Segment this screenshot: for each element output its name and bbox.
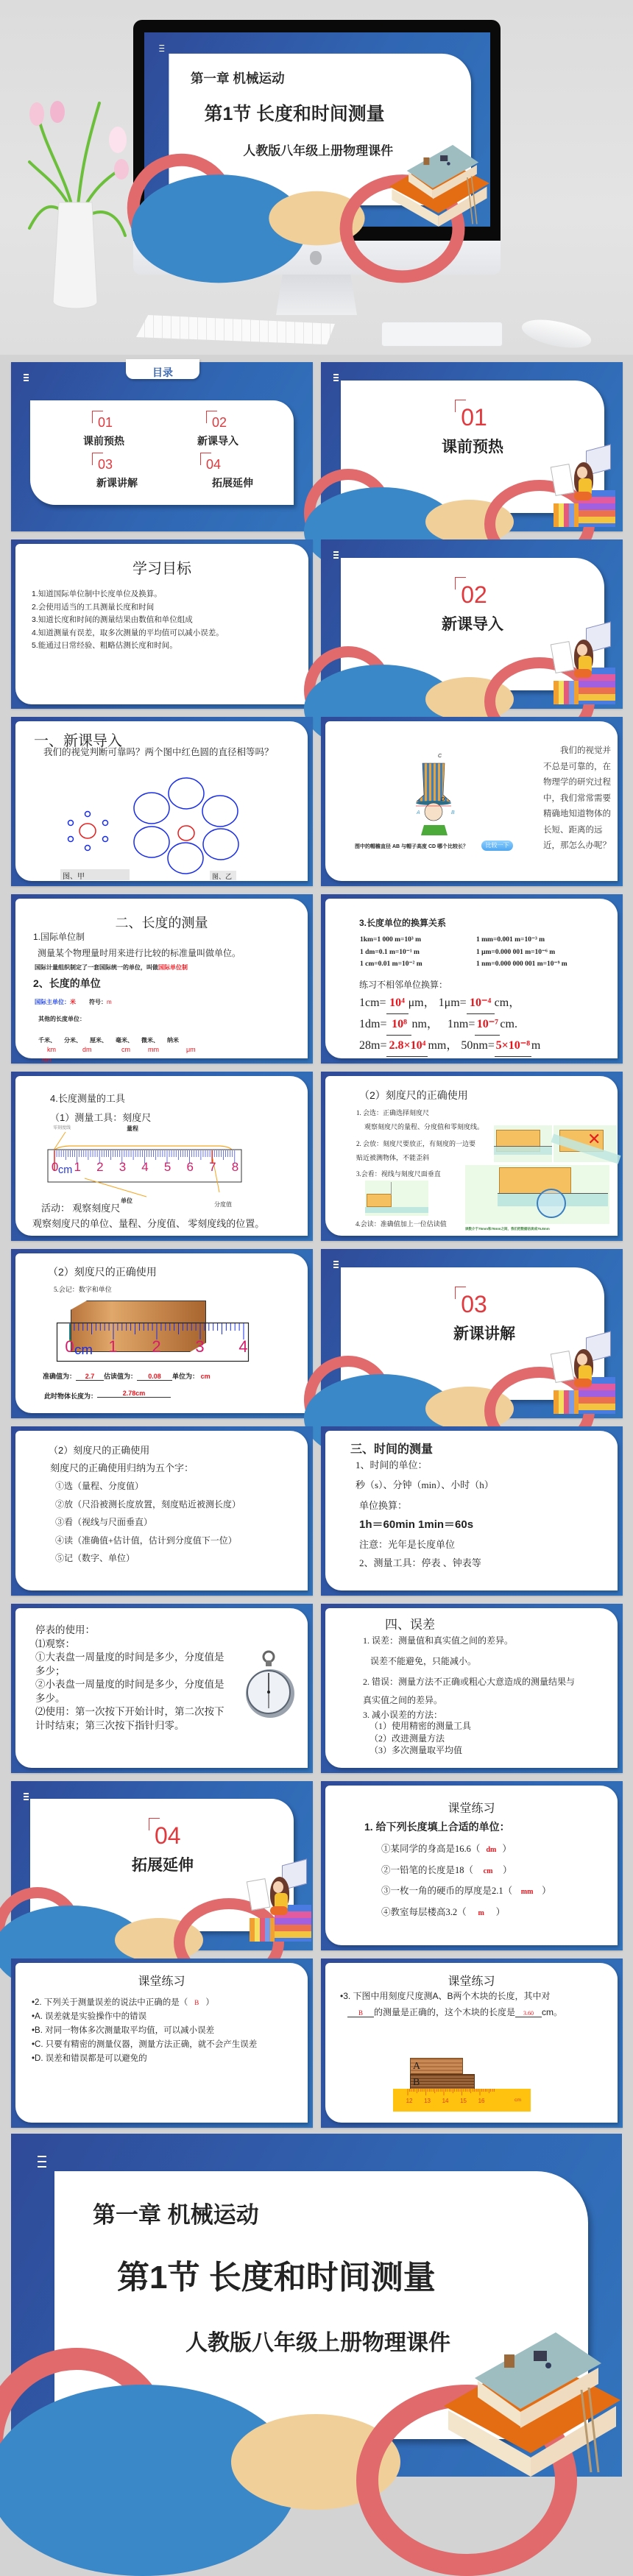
stopwatch-instructions — [35, 1624, 230, 1733]
point-b-label: B — [451, 810, 455, 815]
ruler-unit: cm — [58, 1164, 73, 1176]
answer: dm — [486, 1846, 497, 1854]
ruler-number: 2 — [96, 1160, 104, 1174]
step-look: 3.会看：视线与刻度尺面垂直 — [356, 1170, 441, 1178]
objective-item: 2.会使用适当的工具测量长度和时间 — [32, 602, 155, 612]
tool-subtitle: （1）测量工具：刻度尺 — [50, 1112, 152, 1123]
practice-question-line2: B 的测量是正确的，这个木块的长度是 3.60 cm。 — [347, 2006, 562, 2018]
mouse — [520, 314, 594, 353]
division-label: 分度值 — [214, 1201, 232, 1208]
reading-girl-illustration — [551, 622, 618, 707]
point-d-label: D — [441, 797, 445, 802]
practice-item: ①某同学的身高是16.6（ dm ） — [381, 1839, 551, 1861]
practice-item: ④教室每层楼高3.2（ m ） — [381, 1903, 551, 1924]
content-card — [15, 544, 308, 704]
ruler-number: 15 — [460, 2098, 467, 2104]
ruler-number: 5 — [163, 1160, 171, 1174]
toc-title-tab: 目录 — [126, 359, 199, 379]
light-year-note: 注意：光年是长度单位 — [359, 1539, 456, 1550]
practice-line: 28m= 2.8×10⁴ mm， 50nm= 5×10⁻⁸ m — [359, 1036, 540, 1057]
small-blue-circle — [68, 837, 74, 842]
estimate-value: 0.08 — [137, 1373, 172, 1381]
practice-item: ②一铅笔的长度是18（ cm ） — [381, 1861, 551, 1882]
ruler-number: 1 — [74, 1160, 81, 1174]
answer: 10⁻⁷ — [475, 1014, 500, 1036]
mistake-definition: 2. 错误：测量方法不正确或粗心大意造成的测量结果与真实值之间的差异。 — [363, 1677, 576, 1705]
slide-title: 一、新课导入 — [34, 733, 122, 749]
practice-question: •3. 下图中用刻度尺度测A、B两个木块的长度，其中对 — [340, 1991, 551, 2001]
chapter-title: 第一章 机械运动 — [93, 2202, 259, 2228]
content-card — [15, 1076, 308, 1236]
slide-cover-04[interactable] — [11, 1781, 313, 1950]
ruler-number: 7 — [209, 1160, 216, 1174]
length-value: 2.78cm — [97, 1390, 171, 1398]
answer: m — [478, 1908, 484, 1917]
apple-logo-icon — [310, 251, 322, 265]
reading-caption: 读数介于75mm和76mm之间，我们把数据估读成75.8mm — [465, 1227, 550, 1231]
slide-table-of-contents[interactable] — [11, 362, 313, 531]
section-number: 03 — [95, 457, 113, 472]
zero-line-label: 零刻度线 — [53, 1126, 71, 1130]
slide-title: 课堂练习 — [448, 1975, 495, 1988]
ruler-number: 3 — [119, 1160, 127, 1174]
large-blue-circle — [203, 829, 238, 860]
conversion-heading: 单位换算： — [359, 1500, 408, 1511]
menu-icon[interactable] — [333, 374, 339, 381]
menu-icon[interactable] — [24, 1793, 29, 1800]
time-conversion: 1h＝60min 1min＝60s — [359, 1518, 474, 1531]
answer: 3.60 — [515, 2010, 542, 2017]
menu-icon[interactable] — [38, 2156, 46, 2168]
section-title: 课前预热 — [442, 439, 503, 456]
slide-time-measurement[interactable] — [321, 1426, 623, 1596]
step-item: ③看（视线与尺面垂直） — [55, 1517, 153, 1527]
answer: 10⁴ — [386, 993, 409, 1014]
section-title: 新课导入 — [442, 616, 503, 633]
slide-title: 二、长度的测量 — [115, 916, 208, 930]
hat-side-text: 我们的视觉并不总是可靠的，在物理学的研究过程中，我们常常需要精确地知道物体的长短、距离的远近，那怎么办呢？ — [543, 746, 611, 850]
course-subtitle: 人教版八年级上册物理课件 — [185, 2331, 450, 2355]
section-number: 01 — [95, 415, 113, 430]
conversion-rule: 1 mm=0.001 m=10⁻³ m — [476, 936, 545, 944]
zero-pointer — [53, 1132, 66, 1151]
range-label: 量程 — [127, 1125, 138, 1132]
hero-mockup — [0, 0, 633, 355]
unit-symbol: m — [107, 999, 112, 1005]
hat-boy-illustration — [414, 754, 458, 837]
exact-value: 2.7 — [76, 1373, 104, 1381]
answer: 10⁸ — [386, 1014, 411, 1036]
conversion-rule: 1 dm=0.1 m=10⁻¹ m — [360, 948, 420, 956]
toc-item-03[interactable] — [88, 457, 146, 490]
content-card — [15, 1431, 308, 1590]
ruler-number: 16 — [478, 2098, 485, 2104]
trackpad — [381, 322, 503, 347]
practice-item: ③一枚一角的硬币的厚度是2.1（ mm ） — [381, 1881, 551, 1903]
option-a[interactable]: •A. 误差就是实验操作中的错误 — [32, 2012, 147, 2021]
objective-item: 4.知道测量有误差，取多次测量的平均值可以减小误差。 — [32, 628, 224, 637]
error-definition: 1. 误差：测量值和真实值之间的差异。 — [363, 1635, 514, 1646]
books-illustration — [382, 145, 490, 227]
magnifier-reading-image — [465, 1165, 609, 1224]
unit-value: cm — [200, 1373, 211, 1380]
reading-girl-illustration — [551, 1331, 618, 1417]
section-number: 01 — [458, 404, 487, 431]
answer: B — [347, 2009, 374, 2017]
answer: B — [194, 1999, 199, 2006]
slide-ruler-usage-1[interactable] — [321, 1072, 623, 1241]
compare-button[interactable]: 比较一下 — [481, 841, 513, 851]
si-definition: 国际计量组织制定了一套国际统一的单位，叫做国际单位制 — [35, 964, 188, 971]
practice-question: 1. 给下列长度填上合适的单位： — [364, 1821, 510, 1833]
observe-text: 观察刻度尺的单位、量程、分度值、 零刻度线的位置。 — [32, 1218, 265, 1229]
slide-learning-objectives[interactable] — [11, 539, 313, 709]
answer: 5×10⁻⁸ — [495, 1036, 531, 1057]
practice-items — [381, 1839, 551, 1923]
toc-label: 拓展延伸 — [212, 477, 253, 489]
section-number: 02 — [458, 581, 487, 608]
toc-card — [30, 400, 294, 505]
time-tools: 2、测量工具：停表 、钟表等 — [359, 1557, 481, 1568]
large-blue-circle — [168, 843, 203, 874]
instruction-line: ①大表盘一周量度的时间是多少，分度值是多少； — [35, 1652, 224, 1677]
slide-practice-1[interactable] — [321, 1781, 623, 1950]
conversion-left-column — [360, 934, 422, 971]
practice-line: 1cm= 10⁴ μm， 1μm= 10⁻⁴ cm， — [359, 993, 540, 1014]
menu-icon[interactable] — [24, 374, 29, 381]
ruler-number: 4 — [238, 1337, 248, 1356]
slide-title: （2）刻度尺的正确使用 — [48, 1266, 157, 1278]
objective-item: 5.能通过日常经验、粗略估测长度和时间。 — [32, 641, 177, 650]
section-number: 02 — [209, 415, 227, 430]
figure-a-label: 图、甲 — [60, 869, 130, 880]
menu-icon[interactable] — [159, 45, 164, 52]
small-blue-circle — [85, 846, 91, 851]
step-place: 2. 会放：刻度尺要放正，有刻度的一边要贴近被测物体，不能歪斜 — [356, 1140, 476, 1161]
method-item: （2）改进测量方法 — [369, 1733, 445, 1744]
slide-title-final[interactable] — [11, 2134, 622, 2477]
units-heading: 2、长度的单位 — [33, 977, 101, 989]
instruction-line: ⑵使用：第一次按下开始计时，第二次按下计时结束；第三次按下指针归零。 — [35, 1706, 224, 1731]
other-units-names: 千米、 分米、 厘米、 毫米、 微米、 纳米 — [38, 1037, 179, 1044]
content-card — [15, 1253, 308, 1413]
screen-title-slide — [144, 32, 490, 227]
content-card — [325, 1786, 618, 1945]
large-blue-circle — [134, 827, 169, 857]
conversion-right-column — [476, 934, 567, 971]
reduce-error-methods — [369, 1720, 471, 1757]
section-title: 拓展延伸 — [132, 1857, 194, 1874]
main-unit: 米 — [70, 999, 76, 1005]
ruler-number: 1 — [108, 1337, 118, 1356]
ruler-number: 12 — [406, 2098, 413, 2104]
step-choose: 1. 会选：正确选择刻度尺 — [356, 1109, 430, 1117]
slide-measuring-tool[interactable] — [11, 1072, 313, 1241]
books-illustration — [431, 2332, 622, 2477]
toc-item-04[interactable] — [203, 457, 262, 490]
toc-label: 新课导入 — [197, 435, 238, 447]
reading-girl-illustration — [551, 445, 618, 530]
slide-cover-03[interactable] — [321, 1249, 623, 1418]
unit-symbol-nm: nm — [42, 1056, 52, 1064]
correct-placement-image — [494, 1125, 552, 1162]
conversion-rule: 1 μm=0.000 001 m=10⁻⁶ m — [476, 948, 556, 956]
ruler-numbers — [48, 1160, 247, 1178]
slide-five-steps[interactable] — [11, 1426, 313, 1596]
section-number: 03 — [458, 1291, 487, 1317]
content-card — [325, 1431, 618, 1590]
figure-b-label: 图、乙 — [210, 871, 236, 880]
section-title: 第1节 长度和时间测量 — [117, 2260, 436, 2296]
section-title: 第1节 长度和时间测量 — [204, 103, 385, 124]
monitor-stand — [276, 275, 357, 315]
monitor-screen — [144, 32, 490, 230]
slide-length-measurement[interactable] — [11, 894, 313, 1064]
slide-practice-3[interactable] — [321, 1958, 623, 2128]
section-number: 04 — [203, 457, 221, 472]
slide-ruler-usage-2[interactable] — [11, 1249, 313, 1418]
step-item: ①选（量程、分度值） — [55, 1481, 144, 1491]
si-term: 国际单位制 — [158, 964, 188, 971]
magnifier-icon — [537, 1189, 566, 1218]
time-units-heading: 1、时间的单位： — [356, 1459, 428, 1471]
unit-symbol-cm: cm — [121, 1046, 130, 1053]
step-read: 4.会读：准确值加上一位估读值 — [356, 1220, 447, 1228]
content-card — [325, 1608, 618, 1768]
option-d[interactable]: •D. 误差和错误都是可以避免的 — [32, 2054, 147, 2063]
slide-stopwatch[interactable] — [11, 1604, 313, 1773]
step-choose-detail: 观察刻度尺的量程、分度值和零刻度线。 — [364, 1123, 484, 1130]
content-card — [325, 899, 618, 1058]
slide-title: （2）刻度尺的正确使用 — [49, 1445, 150, 1456]
conversion-practice — [359, 993, 540, 1057]
slide-title: （2）刻度尺的正确使用 — [359, 1089, 468, 1101]
menu-icon[interactable] — [333, 1261, 339, 1268]
content-card — [325, 1076, 618, 1236]
slide-title: 课堂练习 — [448, 1802, 495, 1815]
reading-girl-illustration — [247, 1859, 314, 1945]
reading-result: 准确值为： 2.7 估读值为： 0.08 单位为： cm — [43, 1373, 211, 1380]
stopwatch-icon — [242, 1649, 298, 1720]
practice2-body — [32, 1996, 311, 2066]
content-card — [15, 1608, 308, 1768]
practice-question: •2. 下列关于测量误差的说法中正确的是（ B ） — [32, 1996, 311, 2010]
content-card — [15, 1963, 308, 2123]
practice-line: 1dm= 10⁸ nm， 1nm= 10⁻⁷ cm. — [359, 1014, 540, 1036]
five-steps-intro: 刻度尺的正确使用归纳为五个字： — [50, 1462, 194, 1473]
reduce-error-heading: 3. 减小误差的方法： — [363, 1710, 443, 1720]
large-blue-circle — [202, 796, 238, 827]
point-c-label: C — [438, 754, 442, 759]
five-steps-list — [55, 1477, 241, 1568]
ruler-numbers — [57, 1337, 250, 1359]
yellow-ruler — [393, 2089, 531, 2112]
answer: 10⁻⁴ — [467, 993, 495, 1014]
conversion-rule: 1km=1 000 m=10³ m — [360, 936, 422, 944]
ruler-unit: cm — [514, 2098, 522, 2103]
circle-illusion-figures — [15, 721, 308, 882]
wrong-x-icon: ✕ — [587, 1130, 601, 1148]
slide-title: 三、时间的测量 — [350, 1443, 434, 1456]
step-item: ④读（准确值+估计值，估计到分度值下一位） — [55, 1535, 237, 1546]
unit-label: 单位 — [121, 1197, 132, 1204]
length-result: 此时物体长度为： 2.78cm — [44, 1390, 171, 1401]
objectives-list — [32, 588, 224, 653]
step-record: 5.会记：数字和单位 — [54, 1286, 112, 1293]
slide-measurement-error[interactable] — [321, 1604, 623, 1773]
toc-item-01[interactable] — [74, 415, 133, 448]
slide-title: 四、误差 — [385, 1618, 435, 1632]
ruler-number: 4 — [141, 1160, 149, 1174]
wrong-placement-image — [554, 1125, 617, 1162]
eye-perpendicular-image — [365, 1181, 428, 1216]
answer: 2.8×10⁴ — [386, 1036, 428, 1057]
unit-symbol-dm: dm — [82, 1046, 92, 1053]
chapter-title: 第一章 机械运动 — [190, 71, 285, 86]
keyboard — [136, 315, 335, 344]
content-card — [325, 1963, 618, 2123]
ruler-number: 6 — [186, 1160, 194, 1174]
large-blue-circle — [169, 778, 204, 809]
ruler-ticks — [393, 2089, 531, 2098]
option-b[interactable]: •B. 对同一物体多次测量取平均值，可以减小误差 — [32, 2026, 215, 2035]
ruler-unit: cm — [74, 1342, 93, 1357]
practice-label: 练习不相邻单位换算： — [359, 980, 448, 990]
conversion-rule: 1 nm=0.000 000 001 m=10⁻⁹ m — [476, 960, 567, 969]
toc-label: 课前预热 — [83, 435, 124, 447]
unit-symbol-mm: mm — [148, 1046, 159, 1053]
hat-caption: 图中的帽檐直径 AB 与帽子高度 CD 哪个比较长？ — [355, 844, 468, 849]
ruler-number: 14 — [442, 2098, 449, 2104]
section-title: 新课讲解 — [453, 1326, 515, 1342]
slide-title: 4.长度测量的工具 — [50, 1093, 125, 1104]
slide-cover-01[interactable] — [321, 362, 623, 531]
instruction-line: 停表的使用： — [35, 1624, 95, 1635]
content-card — [15, 899, 308, 1064]
unit-symbol-um: μm — [186, 1046, 196, 1053]
section-number: 04 — [152, 1822, 181, 1849]
main-unit-row: 国际主单位：米 符号：m — [35, 999, 112, 1005]
ruler-number: 8 — [231, 1160, 239, 1174]
objective-item: 3.知道长度和时间的测量结果由数值和单位组成 — [32, 615, 193, 624]
slide-new-lesson-intro[interactable] — [11, 717, 313, 886]
slide-title: 3.长度单位的换算关系 — [359, 918, 447, 928]
error-note: 误差不能避免，只能减小。 — [370, 1656, 477, 1666]
wood-block-b: B — [410, 2074, 475, 2090]
activity-text: 活动： 观察刻度尺 — [41, 1203, 121, 1214]
slide-title: 学习目标 — [132, 561, 191, 577]
large-blue-circle — [134, 793, 169, 824]
wood-block-a: A — [410, 2058, 463, 2074]
slide-visual-illusion-hat[interactable] — [321, 717, 623, 886]
slide-cover-02[interactable] — [321, 539, 623, 709]
answer: mm — [520, 1888, 534, 1896]
conversion-rule: 1 cm=0.01 m=10⁻² m — [360, 960, 422, 969]
slide-unit-conversion[interactable] — [321, 894, 623, 1064]
objective-item: 1.知道国际单位制中长度单位及换算。 — [32, 590, 162, 598]
method-item: （1）使用精密的测量工具 — [369, 1721, 472, 1731]
menu-icon[interactable] — [333, 551, 339, 559]
step-item: ②放（尺沿被测长度放置，刻度贴近被测长度） — [55, 1498, 241, 1510]
ruler-numbers — [393, 2098, 531, 2108]
small-blue-circle — [68, 821, 74, 826]
tulip-plant-decoration — [15, 96, 140, 316]
point-a-label: A — [417, 810, 420, 815]
toc-label: 新课讲解 — [96, 477, 138, 489]
red-circle-b — [178, 826, 194, 841]
small-blue-circle — [85, 812, 91, 817]
ruler-number: 2 — [152, 1337, 161, 1356]
time-units: 秒（s）、分钟（min）、小时（h） — [356, 1479, 494, 1490]
toc-item-02[interactable] — [188, 415, 247, 448]
instruction-line: ②小表盘一周量度的时间是多少，分度值是多少。 — [35, 1679, 224, 1704]
small-blue-circle — [103, 821, 108, 826]
step-item: ⑤记（数字、单位） — [55, 1553, 135, 1563]
slide-practice-2[interactable] — [11, 1958, 313, 2128]
instruction-line: ⑴观察： — [35, 1638, 75, 1649]
content-card — [325, 721, 618, 881]
ruler-number: 0 — [65, 1337, 74, 1356]
course-subtitle: 人教版八年级上册物理课件 — [243, 144, 394, 158]
si-heading: 1.国际单位制 — [33, 932, 85, 942]
slide-title: 课堂练习 — [138, 1975, 185, 1988]
ruler-number: 0 — [51, 1160, 59, 1174]
method-item: （3）多次测量取平均值 — [369, 1745, 463, 1755]
other-units-label: 其他的长度单位： — [38, 1016, 85, 1022]
option-c[interactable]: •C. 只要有精密的测量仪器，测量方法正确，就不会产生误差 — [32, 2040, 258, 2049]
answer: cm — [483, 1866, 493, 1875]
ruler-number: 13 — [424, 2098, 431, 2104]
unit-symbol-km: km — [47, 1046, 56, 1053]
intro-question: 我们的视觉判断可靠吗？两个图中红色圆的直径相等吗？ — [43, 747, 274, 757]
small-blue-circle — [103, 837, 108, 842]
red-circle-a — [79, 824, 96, 838]
unit-definition: 测量某个物理量时用来进行比较的标准量叫做单位。 — [38, 948, 241, 958]
ruler-number: 3 — [195, 1337, 205, 1356]
content-card — [15, 721, 308, 881]
